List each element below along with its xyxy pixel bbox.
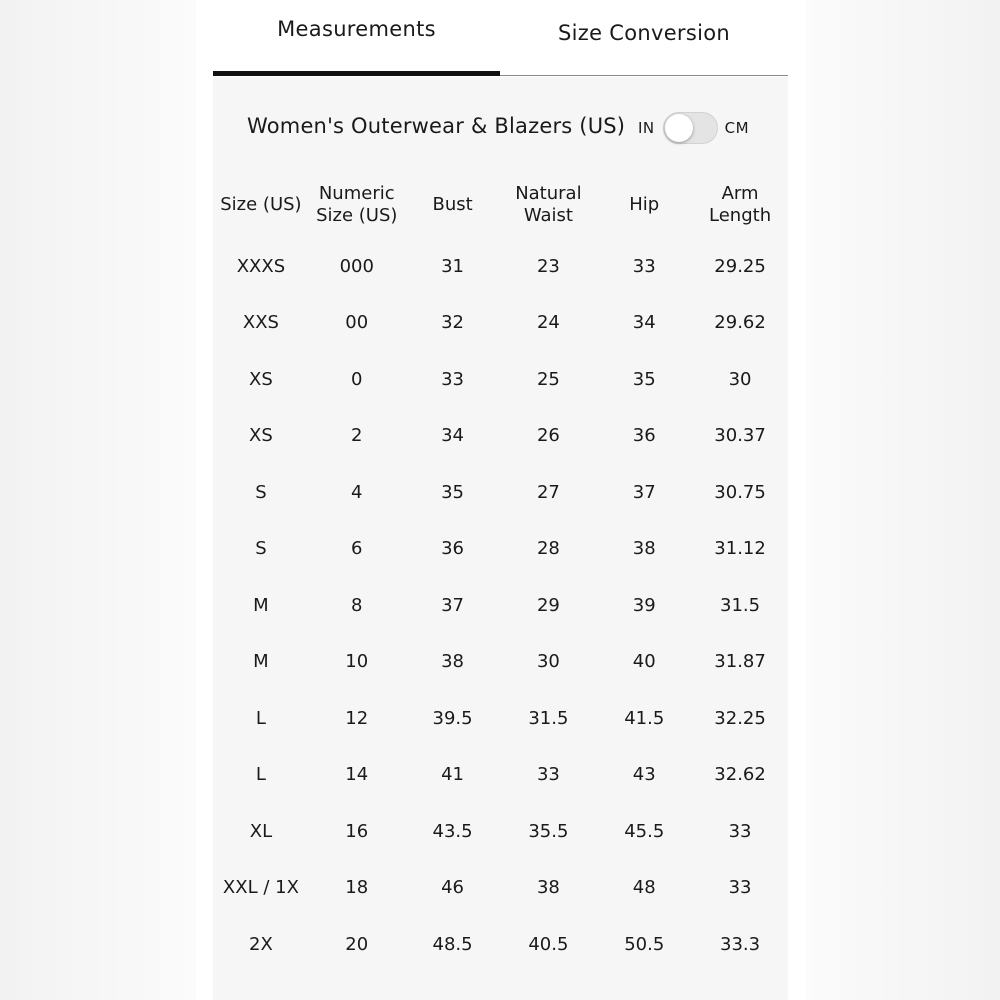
table-cell: M — [253, 594, 269, 616]
table-cell: 31.5 — [720, 594, 761, 616]
table-cell: 2X — [249, 933, 273, 955]
table-cell: 40.5 — [528, 933, 569, 955]
chart-title: Women's Outerwear & Blazers (US) — [247, 114, 626, 138]
table-cell: 33 — [536, 764, 560, 786]
column-header-line: Length — [709, 205, 772, 226]
table-cell: XL — [249, 820, 273, 842]
table-body — [213, 238, 788, 973]
column-header-line: Size (US) — [316, 205, 398, 226]
table-cell: 30 — [536, 651, 560, 673]
table-row — [213, 577, 788, 634]
table-cell: 32 — [441, 312, 465, 334]
table-row — [213, 295, 788, 352]
table-cell: 34 — [632, 312, 656, 334]
table-cell: 34 — [441, 425, 465, 447]
table-cell: 37 — [441, 594, 465, 616]
measurements-panel — [213, 77, 788, 1000]
table-cell: 33 — [728, 820, 752, 842]
table-cell: 8 — [351, 594, 363, 616]
table-cell: 41.5 — [624, 707, 665, 729]
table-cell: 000 — [339, 255, 374, 277]
column-header-line: Natural — [515, 183, 582, 204]
size-table-container — [213, 172, 788, 973]
table-cell: 12 — [345, 707, 369, 729]
table-cell: 00 — [345, 312, 369, 334]
table-row — [213, 408, 788, 465]
table-cell: 31.87 — [714, 651, 766, 673]
table-cell: 32.62 — [714, 764, 766, 786]
table-cell: 37 — [632, 481, 656, 503]
table-cell: 31 — [441, 255, 465, 277]
table-cell: 36 — [632, 425, 656, 447]
column-header-line: Arm — [721, 183, 759, 204]
table-cell: 10 — [345, 651, 369, 673]
table-cell: 35 — [632, 368, 656, 390]
tab-measurements[interactable] — [213, 0, 500, 76]
table-cell: 27 — [536, 481, 560, 503]
header-hip — [596, 172, 692, 238]
table-cell: 6 — [351, 538, 363, 560]
table-row — [213, 238, 788, 295]
table-cell: 4 — [351, 481, 363, 503]
tab-size-conversion[interactable] — [500, 0, 788, 76]
table-cell: 33 — [728, 877, 752, 899]
table-header-row — [213, 172, 788, 238]
table-cell: 38 — [632, 538, 656, 560]
table-cell: 28 — [536, 538, 560, 560]
table-cell: 33.3 — [720, 933, 761, 955]
table-cell: S — [255, 481, 267, 503]
table-cell: 20 — [345, 933, 369, 955]
table-cell: 43 — [632, 764, 656, 786]
table-cell: 23 — [536, 255, 560, 277]
table-cell: XS — [249, 425, 273, 447]
header-bust — [405, 172, 501, 238]
table-cell: 38 — [536, 877, 560, 899]
table-cell: 16 — [345, 820, 369, 842]
table-cell: 35.5 — [528, 820, 569, 842]
header-size-us — [213, 172, 309, 238]
table-cell: 30 — [728, 368, 752, 390]
table-cell: 2 — [351, 425, 363, 447]
table-cell: 26 — [536, 425, 560, 447]
column-header-line: Bust — [432, 194, 473, 215]
table-cell: 30.37 — [714, 425, 766, 447]
table-cell: 33 — [441, 368, 465, 390]
table-cell: 24 — [536, 312, 560, 334]
table-cell: 0 — [351, 368, 363, 390]
table-row — [213, 916, 788, 973]
table-cell: 29.25 — [714, 255, 766, 277]
table-cell: 36 — [441, 538, 465, 560]
table-row — [213, 464, 788, 521]
table-row — [213, 521, 788, 578]
switch-knob — [665, 114, 693, 142]
column-header-line: Hip — [629, 194, 660, 215]
table-cell: L — [255, 707, 266, 729]
table-cell: XXL / 1X — [222, 877, 299, 899]
table-cell: 33 — [632, 255, 656, 277]
table-cell: 14 — [345, 764, 369, 786]
header-arm-length — [692, 172, 788, 238]
table-cell: S — [255, 538, 267, 560]
table-cell: 38 — [441, 651, 465, 673]
tab-measurements-label: Measurements — [277, 16, 436, 41]
unit-label-in: IN — [638, 119, 655, 137]
table-row — [213, 860, 788, 917]
table-cell: 50.5 — [624, 933, 665, 955]
column-header-line: Size (US) — [220, 194, 302, 215]
table-row — [213, 634, 788, 691]
table-cell: M — [253, 651, 269, 673]
size-table — [213, 172, 788, 973]
table-cell: 39.5 — [432, 707, 473, 729]
table-cell: 30.75 — [714, 481, 766, 503]
table-cell: XXXS — [236, 255, 286, 277]
table-cell: 40 — [632, 651, 656, 673]
header-numeric-size — [309, 172, 405, 238]
table-cell: 45.5 — [624, 820, 665, 842]
table-cell: 39 — [632, 594, 656, 616]
table-cell: 43.5 — [432, 820, 473, 842]
tab-size-conversion-label: Size Conversion — [557, 20, 731, 45]
table-cell: XXS — [242, 312, 279, 334]
unit-switch[interactable] — [663, 112, 718, 144]
table-row — [213, 690, 788, 747]
column-header-line: Waist — [523, 205, 573, 226]
table-cell: 29.62 — [714, 312, 766, 334]
table-cell: 31.5 — [528, 707, 569, 729]
table-cell: 48.5 — [432, 933, 473, 955]
unit-label-cm: CM — [724, 119, 750, 137]
table-cell: L — [255, 764, 266, 786]
table-cell: 31.12 — [714, 538, 766, 560]
table-cell: 46 — [441, 877, 465, 899]
header-natural-waist — [500, 172, 596, 238]
table-row — [213, 747, 788, 804]
unit-toggle — [638, 111, 749, 145]
table-cell: 32.25 — [714, 707, 766, 729]
tab-bar — [213, 0, 788, 76]
table-cell: 35 — [441, 481, 465, 503]
table-cell: 48 — [632, 877, 656, 899]
table-cell: 18 — [345, 877, 369, 899]
table-row — [213, 351, 788, 408]
table-cell: XS — [249, 368, 273, 390]
table-cell: 29 — [536, 594, 560, 616]
table-cell: 25 — [536, 368, 560, 390]
table-row — [213, 803, 788, 860]
column-header-line: Numeric — [318, 183, 395, 204]
table-cell: 41 — [441, 764, 465, 786]
